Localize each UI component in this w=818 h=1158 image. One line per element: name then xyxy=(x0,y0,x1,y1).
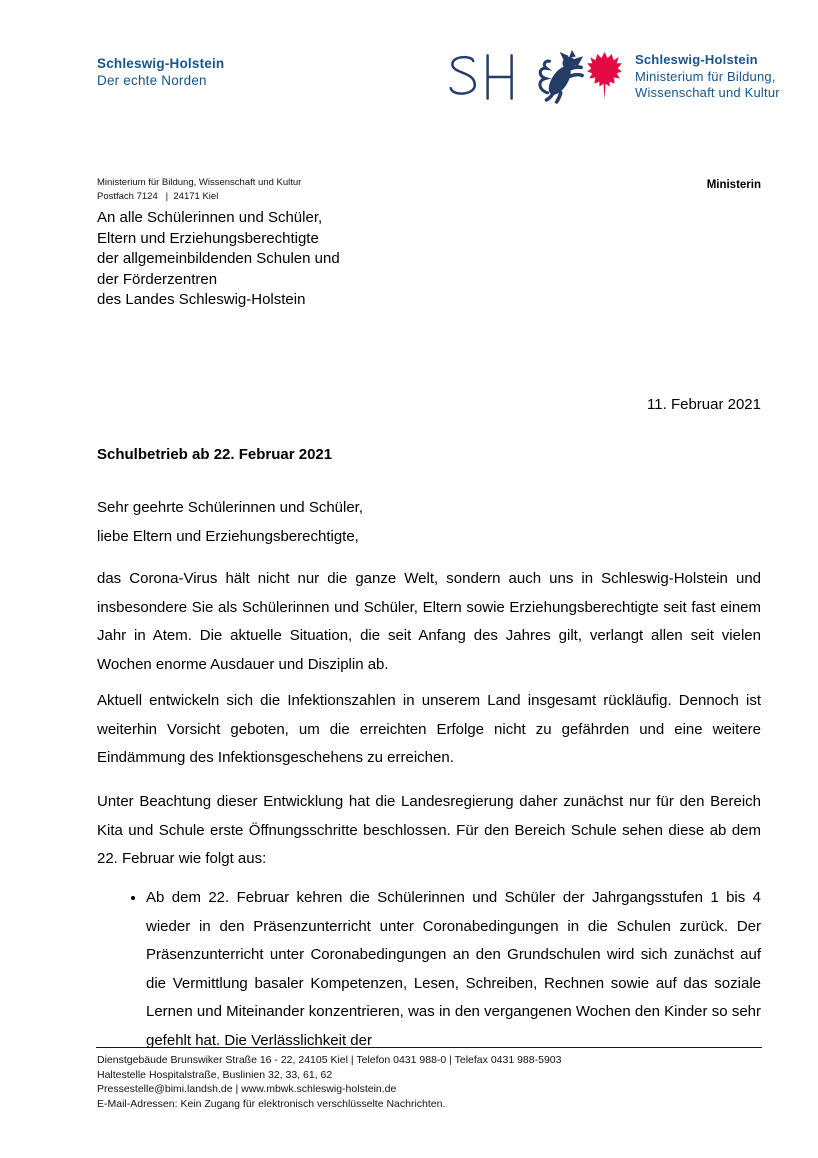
recipient-line: der Förderzentren xyxy=(97,270,218,288)
ministry-name-line3: Wissenschaft und Kultur xyxy=(635,85,780,101)
letter-date: 11. Februar 2021 xyxy=(647,396,761,413)
footer-line-busstop: Haltestelle Hospitalstraße, Buslinien 32, 33, 61, 62 xyxy=(97,1068,333,1081)
salutation xyxy=(97,493,363,551)
body-paragraph-1: das Corona-Virus hält nicht nur die ganze Welt, sondern auch uns in Schleswig-Holstein und insbesondere Sie als Schülerinnen und Schüler, Eltern sowie Erziehungsberechtigte seit fast einem Jahr in Atem. Die aktuelle Situation, die seit Anfang des Jahres gilt, verlangt allen seit vielen Wochen enorme Ausdauer und Disziplin ab. xyxy=(97,570,761,673)
ministry-name xyxy=(635,52,780,102)
recipient-line: der allgemeinbildenden Schulen und xyxy=(97,250,340,267)
ministry-logo xyxy=(447,46,780,108)
bullet-list xyxy=(97,884,761,1056)
ministry-name-line1: Schleswig-Holstein xyxy=(635,52,758,68)
recipient-line: Eltern und Erziehungsberechtigte xyxy=(97,229,319,247)
sender-return-address xyxy=(97,176,301,203)
lion-icon xyxy=(540,51,582,102)
salutation-line2: liebe Eltern und Erziehungsberechtigte, xyxy=(97,528,359,545)
brand-tagline: Der echte Norden xyxy=(97,73,207,88)
ministry-name-line2: Ministerium für Bildung, xyxy=(635,68,776,84)
recipient-address xyxy=(97,208,340,311)
sender-line1: Ministerium für Bildung, Wissenschaft und Kultur xyxy=(97,177,302,188)
footer-line-email-note: E-Mail-Adressen: Kein Zugang für elektronisch verschlüsselte Nachrichten. xyxy=(97,1097,446,1110)
body-paragraph-2: Aktuell entwickeln sich die Infektionszahlen in unserem Land insgesamt rückläufig. Dennoch ist weiterhin Vorsicht geboten, um die erreichten Erfolge nicht zu gefährden und eine weitere Eindämmung des Infektionsgeschehens zu erreichen. xyxy=(97,692,761,767)
brand-name: Schleswig-Holstein xyxy=(97,56,225,71)
role-label: Ministerin xyxy=(706,179,761,191)
footer-line-contact: Pressestelle@bimi.landsh.de | www.mbwk.schleswig-holstein.de xyxy=(97,1083,397,1096)
footer-divider xyxy=(96,1047,762,1048)
coat-of-arms-icon xyxy=(530,49,622,105)
sh-monogram-icon xyxy=(447,53,517,101)
sender-line2: Postfach 7124 | 24171 Kiel xyxy=(97,190,219,202)
subject-line: Schulbetrieb ab 22. Februar 2021 xyxy=(97,446,333,463)
nettle-leaf-icon xyxy=(587,52,622,100)
recipient-line: An alle Schülerinnen und Schüler, xyxy=(97,209,323,226)
salutation-line1: Sehr geehrte Schülerinnen und Schüler, xyxy=(97,499,364,516)
recipient-line: des Landes Schleswig-Holstein xyxy=(97,291,306,308)
footer-info xyxy=(97,1053,561,1111)
state-wordmark xyxy=(97,55,224,89)
body-paragraph-3: Unter Beachtung dieser Entwicklung hat die Landesregierung daher zunächst nur für den Bereich Kita und Schule erste Öffnungsschritte beschlossen. Für den Bereich Schule sehen diese ab dem 22. Februar wie folgt aus: xyxy=(97,793,761,868)
bullet-item: • Ab dem 22. Februar kehren die Schülerinnen und Schüler der Jahrgangsstufen 1 bis 4 wieder in den Präsenzunterricht unter Coronabedingungen in die Schulen zurück. Der Präsenzunterricht unter Coronabedingungen an den Grundschulen wird sich zunächst auf die Vermittlung basaler Kompetenzen, Lesen, Schreiben, Rechnen sowie auf das soziale Lernen und Miteinander konzentrieren, was in den vergangenen Wochen den Kinder so sehr gefehlt hat. Die Verlässlichkeit der xyxy=(146,884,761,1056)
footer-line-address: Dienstgebäude Brunswiker Straße 16 - 22, 24105 Kiel | Telefon 0431 988-0 | Telefax 0431 988-5903 xyxy=(97,1054,562,1066)
